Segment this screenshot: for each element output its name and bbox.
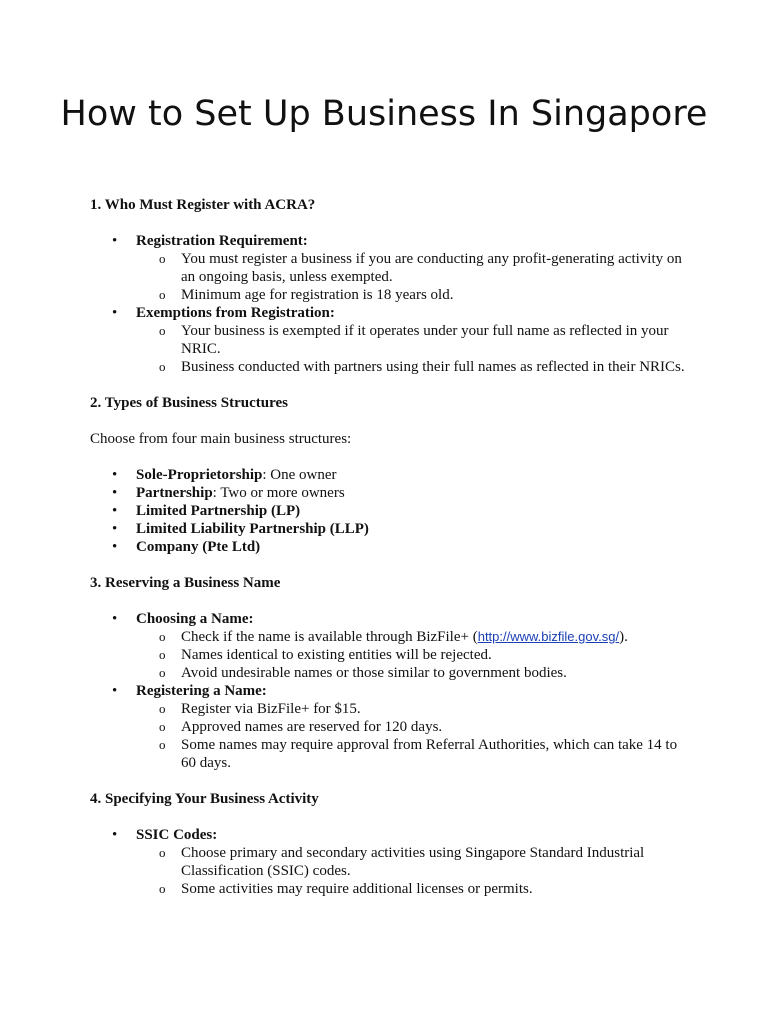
document-body — [90, 196, 690, 898]
sub-list-item: o Your business is exempted if it operates under your full name as reflected in your NRIC. — [136, 322, 690, 358]
bullet-label: Registering a Name: — [136, 683, 267, 699]
sub-list — [136, 250, 690, 304]
list-item — [90, 520, 690, 538]
bizfile-link[interactable]: http://www.bizfile.gov.sg/ — [477, 629, 620, 644]
list-item — [90, 304, 690, 376]
sub-list — [136, 700, 690, 772]
item-text: Check if the name is available through BizFile+ ( — [181, 629, 478, 645]
section-3-list — [90, 610, 690, 772]
sub-list-item: o Names identical to existing entities will be rejected. — [136, 646, 690, 664]
structure-name: Partnership — [136, 485, 213, 501]
sub-list — [136, 844, 690, 898]
section-heading-4: 4. Specifying Your Business Activity — [90, 791, 319, 807]
sub-list-item: o Business conducted with partners using their full names as reflected in their NRICs. — [136, 358, 690, 376]
structure-name: Company (Pte Ltd) — [136, 539, 261, 555]
list-item — [90, 682, 690, 772]
structure-name: Sole-Proprietorship — [136, 467, 263, 483]
section-1-list — [90, 232, 690, 376]
structure-name: Limited Liability Partnership (LLP) — [136, 521, 369, 537]
section-heading-3: 3. Reserving a Business Name — [90, 575, 281, 591]
structure-desc: : Two or more owners — [212, 485, 345, 501]
sub-list-item: o Approved names are reserved for 120 days. — [136, 718, 690, 736]
item-text: ). — [619, 629, 628, 645]
sub-list-item: o Some names may require approval from Referral Authorities, which can take 14 to 60 days. — [136, 736, 690, 772]
sub-list-item: o Some activities may require additional licenses or permits. — [136, 880, 690, 898]
structure-name: Limited Partnership (LP) — [136, 503, 301, 519]
sub-list-item: o Avoid undesirable names or those similar to government bodies. — [136, 664, 690, 682]
list-item — [90, 466, 690, 484]
bullet-label: Registration Requirement: — [136, 233, 308, 249]
section-4-list — [90, 826, 690, 898]
sub-list-item: o Register via BizFile+ for $15. — [136, 700, 690, 718]
structure-desc: : One owner — [262, 467, 337, 483]
list-item — [90, 826, 690, 898]
business-structures-list — [90, 466, 690, 556]
section-intro: Choose from four main business structures: — [90, 431, 352, 447]
sub-list-item: o Minimum age for registration is 18 years old. — [136, 286, 690, 304]
page-title: How to Set Up Business In Singapore — [60, 94, 708, 134]
sub-list — [136, 628, 690, 682]
sub-list-item: o Choose primary and secondary activities using Singapore Standard Industrial Classification (SSIC) codes. — [136, 844, 690, 880]
list-item — [90, 232, 690, 304]
list-item — [90, 538, 690, 556]
bullet-label: Exemptions from Registration: — [136, 305, 335, 321]
list-item — [90, 502, 690, 520]
list-item — [90, 610, 690, 682]
bullet-label: Choosing a Name: — [136, 611, 254, 627]
sub-list-item — [136, 628, 690, 646]
sub-list-item: o You must register a business if you are conducting any profit-generating activity on an ongoing basis, unless exempted. — [136, 250, 690, 286]
section-heading-1: 1. Who Must Register with ACRA? — [90, 197, 316, 213]
section-heading-2: 2. Types of Business Structures — [90, 395, 288, 411]
bullet-label: SSIC Codes: — [136, 827, 218, 843]
list-item — [90, 484, 690, 502]
sub-list — [136, 322, 690, 376]
